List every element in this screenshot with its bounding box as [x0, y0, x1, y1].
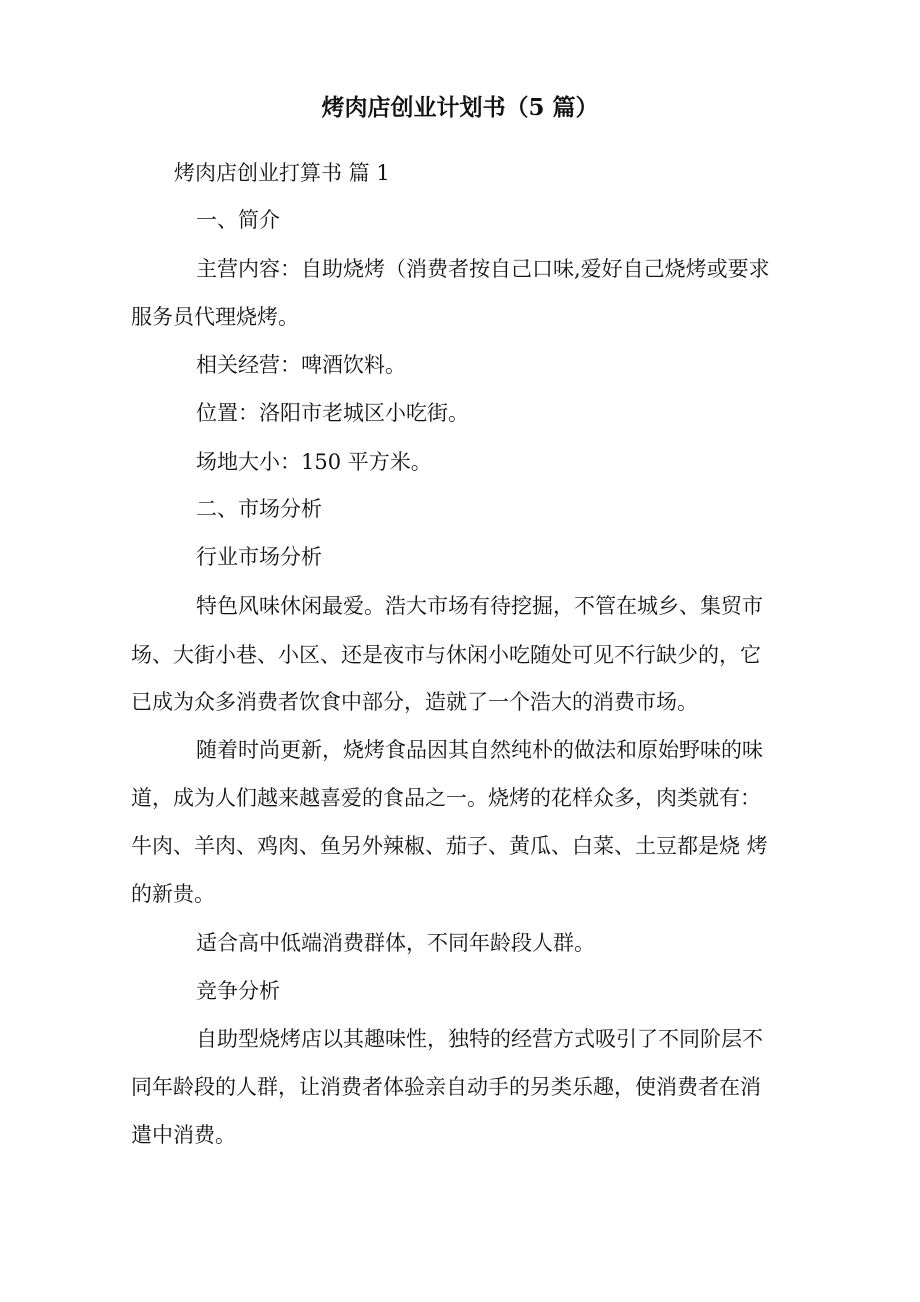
- trend-paragraph-line-3: 牛肉、羊肉、鸡肉、鱼另外辣椒、茄子、黄瓜、白菜、土豆都是烧 烤: [131, 834, 768, 858]
- main-business-line-1: 主营内容：自助烧烤（消费者按自己口味,爱好自己烧烤或要求: [196, 257, 770, 281]
- competition-heading: 竞争分析: [196, 979, 280, 1003]
- main-business-line-2: 服务员代理烧烤。: [131, 305, 299, 329]
- related-business: 相关经营：啤酒饮料。: [196, 353, 406, 377]
- trend-paragraph-line-1: 随着时尚更新，烧烤食品因其自然纯朴的做法和原始野味的味: [196, 738, 763, 762]
- section-heading-intro: 一、简介: [196, 208, 280, 232]
- industry-paragraph-line-2: 场、大街小巷、小区、还是夜市与休闲小吃随处可见不行缺少的，它: [131, 643, 761, 667]
- industry-paragraph-line-3: 已成为众多消费者饮食中部分，造就了一个浩大的消费市场。: [131, 690, 698, 714]
- location: 位置：洛阳市老城区小吃街。: [196, 401, 469, 425]
- target-paragraph: 适合高中低端消费群体，不同年龄段人群。: [196, 931, 595, 955]
- trend-paragraph-line-2: 道，成为人们越来越喜爱的食品之一。烧烤的花样众多，肉类就有：: [131, 786, 761, 810]
- trend-paragraph-line-4: 的新贵。: [131, 882, 215, 906]
- section-heading-market: 二、市场分析: [196, 497, 322, 521]
- competition-paragraph-line-3: 遣中消费。: [131, 1123, 236, 1147]
- industry-paragraph-line-1: 特色风味休闲最爱。浩大市场有待挖掘，不管在城乡、集贸市: [196, 594, 763, 618]
- site-size: 场地大小：150 平方米。: [196, 450, 432, 474]
- competition-paragraph-line-1: 自助型烧烤店以其趣味性，独特的经营方式吸引了不同阶层不: [196, 1027, 763, 1051]
- document-title: 烤肉店创业计划书（5 篇）: [321, 94, 599, 121]
- competition-paragraph-line-2: 同年龄段的人群，让消费者体验亲自动手的另类乐趣，使消费者在消: [131, 1075, 761, 1099]
- industry-heading: 行业市场分析: [196, 545, 322, 569]
- document-subtitle: 烤肉店创业打算书 篇 1: [174, 161, 390, 185]
